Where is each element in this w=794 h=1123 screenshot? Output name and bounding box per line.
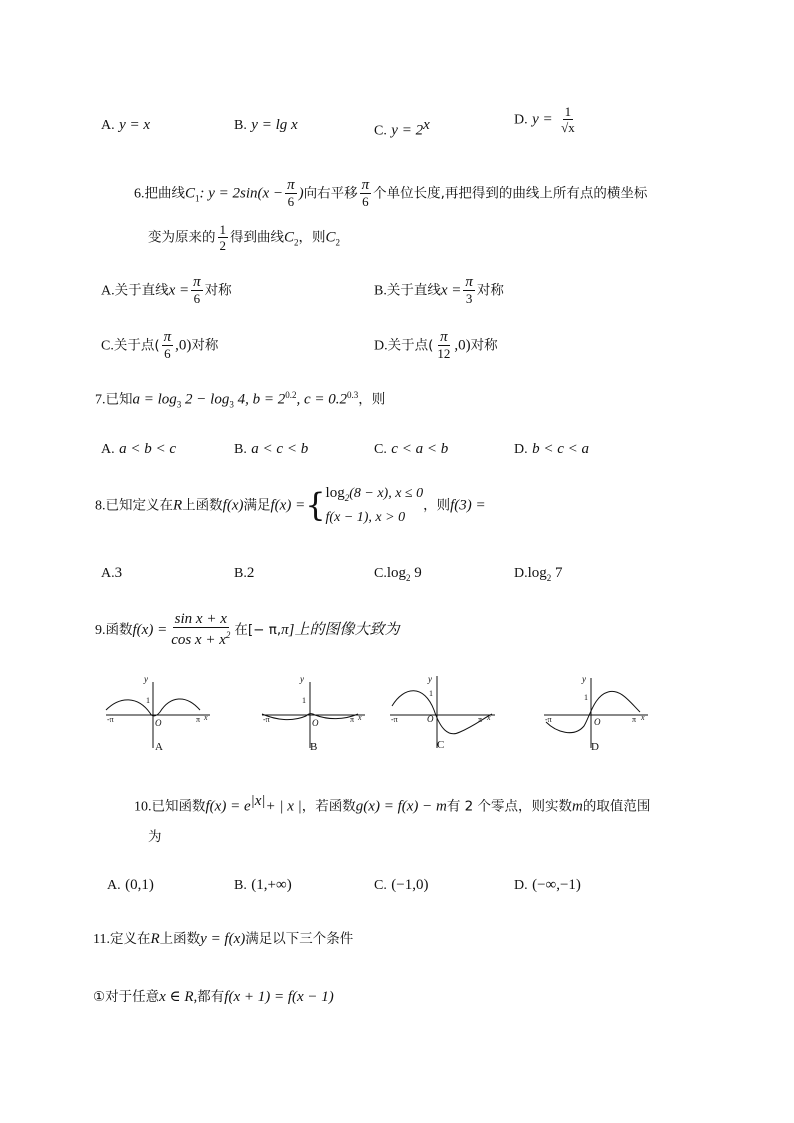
math-expr: 2 − log — [181, 391, 230, 408]
stem-text: 函数 — [105, 622, 133, 638]
option-fraction — [191, 275, 203, 306]
stem-text: 向右平移 — [303, 185, 358, 202]
stem-text: 已知定义在 — [105, 497, 173, 514]
condition-mark: ① — [93, 989, 106, 1005]
graph-c-curve — [392, 691, 492, 734]
stem-text: 已知函数 — [151, 798, 206, 815]
graph-label-o: O — [312, 718, 319, 728]
graph-c — [390, 674, 495, 751]
q8-stem — [95, 484, 486, 527]
option-expr: y = x — [119, 117, 151, 133]
math-c: C — [325, 229, 336, 246]
graph-label-y: y — [300, 674, 304, 684]
graph-b — [262, 674, 365, 753]
graph-label-negpi: -π — [391, 715, 398, 724]
q10-option-a — [107, 876, 154, 895]
stem-text: ，则 — [423, 497, 451, 514]
graph-label-negpi: -π — [263, 715, 270, 724]
option-expr: log — [527, 565, 547, 581]
math-sub: 2 — [344, 492, 350, 503]
q8-option-d — [514, 564, 563, 587]
piecewise-cases — [326, 484, 424, 527]
graph-caption: D — [591, 741, 599, 753]
question-number: 11. — [93, 932, 110, 947]
option-expr: x = — [168, 282, 190, 299]
math-expr: f(x) = — [270, 497, 306, 514]
stem-text: ，则 — [358, 391, 386, 408]
fraction-numerator: 1 — [564, 104, 572, 119]
question-number: 7. — [95, 392, 106, 408]
fraction-denominator: 12 — [437, 346, 451, 361]
math-sup: 2 — [225, 630, 231, 640]
fraction-numerator: π — [193, 274, 201, 290]
math-expr: x ∈ R, — [159, 989, 198, 1005]
option-label: D. — [514, 442, 528, 457]
graph-d — [544, 674, 648, 753]
math-sup: 0.3 — [347, 390, 359, 400]
graph-label-one: 1 — [302, 696, 306, 705]
q6-option-c — [101, 330, 218, 361]
q11-stem — [93, 930, 353, 949]
q10-stem-line2 — [148, 828, 162, 846]
question-number: 9. — [95, 623, 106, 638]
math-expr: + | x | — [265, 798, 302, 815]
option-label: D. — [374, 338, 388, 354]
fraction-numerator: π — [163, 329, 172, 345]
math-sub: 2 — [406, 572, 411, 583]
fraction-numerator: 1 — [219, 222, 226, 237]
math-sub: 3 — [229, 399, 234, 410]
math-expr: , c = 0.2 — [296, 391, 347, 408]
option-label: A. — [101, 283, 115, 299]
question-number: 8. — [95, 498, 106, 514]
fraction-denominator: √x — [561, 120, 575, 135]
graph-label-y: y — [428, 674, 432, 684]
option-label: B. — [234, 566, 247, 581]
fraction-denominator: 3 — [465, 291, 473, 306]
fraction-half — [218, 222, 229, 253]
option-expr: (−∞,−1) — [532, 877, 581, 893]
graph-label-x: x — [204, 713, 208, 722]
q10-stem-line1 — [134, 792, 650, 817]
math-sup: |x| — [250, 793, 266, 809]
q6-stem-line1 — [134, 178, 647, 209]
option-expr: log — [386, 565, 407, 581]
graph-label-negpi: -π — [545, 715, 552, 724]
q6-option-d — [374, 330, 498, 361]
stem-text: 定义在 — [109, 931, 151, 947]
graph-label-x: x — [487, 713, 491, 722]
math-expr: f(x) = — [132, 622, 168, 638]
option-expr: (1,+∞) — [251, 877, 292, 893]
fraction-numerator: π — [287, 177, 295, 193]
fraction-numerator: π — [440, 329, 448, 345]
math-sub: 2 — [546, 572, 552, 583]
option-text: 对称 — [476, 282, 504, 299]
q9-graphs — [0, 670, 794, 760]
q5-option-c — [374, 116, 430, 141]
option-label: B. — [234, 878, 247, 893]
option-expr: a < c < b — [251, 441, 309, 457]
graph-label-negpi: -π — [107, 715, 114, 724]
option-expr: 2 — [246, 565, 255, 581]
stem-text: 为 — [148, 829, 162, 845]
option-text: 关于直线 — [386, 282, 441, 299]
graph-label-o: O — [427, 714, 434, 724]
q9-stem — [95, 612, 400, 648]
math-expr: log — [325, 485, 345, 501]
option-label: B. — [234, 442, 247, 457]
option-label: A. — [101, 566, 115, 581]
stem-text: 已知 — [105, 391, 133, 408]
math-expr: : y = 2sin(x − — [199, 185, 284, 202]
math-sub: 3 — [176, 399, 182, 410]
option-fraction — [559, 104, 577, 135]
option-text: 关于直线 — [114, 282, 169, 299]
graph-label-one: 1 — [429, 689, 433, 698]
stem-text: 得到曲线 — [230, 229, 284, 246]
graph-label-one: 1 — [146, 696, 150, 705]
option-sup: x — [423, 117, 430, 133]
fraction-denominator: 6 — [164, 346, 171, 361]
fraction-denominator — [169, 628, 232, 648]
piecewise-case-2: f(x − 1), x > 0 — [325, 509, 406, 525]
math-expr: f(3) = — [450, 497, 486, 514]
math-expr: R — [150, 931, 160, 947]
q7-option-d — [514, 440, 589, 459]
math-expr: g(x) = f(x) − m — [355, 798, 447, 815]
option-expr: a < b < c — [119, 441, 176, 457]
option-label: C. — [374, 123, 387, 139]
option-expr: (0,1) — [125, 877, 154, 893]
q7-option-b — [234, 440, 308, 459]
option-label: C. — [374, 878, 387, 893]
graph-d-curve — [546, 691, 640, 732]
q7-option-a — [101, 440, 176, 459]
stem-text: 满足 — [243, 497, 271, 514]
function-fraction — [169, 612, 232, 648]
math-c: C — [284, 229, 295, 246]
q11-condition-1 — [93, 988, 334, 1006]
graph-label-pi: π — [350, 715, 355, 724]
option-expr: 9 — [410, 565, 422, 581]
math-expr: ) — [298, 185, 304, 202]
option-label: B. — [234, 118, 247, 133]
q5-option-a — [101, 116, 150, 135]
piecewise-brace: { — [305, 486, 326, 525]
fraction-denominator: 6 — [362, 194, 369, 209]
math-expr: (8 − x), x ≤ 0 — [349, 486, 424, 501]
fraction-pi-6 — [360, 178, 372, 209]
graph-label-pi: π — [632, 715, 637, 724]
q6-option-b — [374, 275, 504, 306]
q7-option-c — [374, 440, 448, 459]
fraction-numerator: π — [465, 274, 473, 290]
graph-label-x: x — [641, 713, 645, 722]
option-label: C. — [374, 442, 387, 457]
fraction-denominator: 6 — [193, 291, 201, 306]
graph-label-o: O — [155, 718, 162, 728]
fraction-numerator: π — [361, 177, 370, 193]
option-text: 关于点( — [113, 337, 160, 354]
option-expr: b < c < a — [532, 441, 589, 457]
stem-text: 变为原来的 — [148, 229, 216, 246]
option-expr: (−1,0) — [391, 877, 429, 893]
piecewise-case-1 — [326, 484, 424, 508]
graph-a — [106, 674, 210, 753]
q8-option-c — [374, 564, 422, 587]
option-label: D. — [514, 878, 528, 893]
math-expr: R — [173, 497, 183, 514]
stem-text: 满足以下三个条件 — [245, 931, 354, 947]
stem-text: 的取值范围 — [582, 798, 651, 815]
math-c: C — [185, 185, 196, 202]
fraction-numerator: sin x + x — [174, 611, 227, 627]
graph-label-pi: π — [478, 715, 483, 724]
option-label: A. — [101, 118, 115, 133]
option-label: D. — [514, 112, 528, 128]
option-label: B. — [374, 283, 387, 299]
stem-text: 对于任意 — [105, 989, 160, 1005]
stem-text: 把曲线 — [144, 185, 185, 202]
q10-option-b — [234, 876, 292, 895]
graph-label-one: 1 — [584, 693, 588, 702]
q8-option-b — [234, 564, 254, 583]
q7-stem — [95, 386, 385, 413]
graph-label-y: y — [144, 674, 148, 684]
math-expr: m — [572, 798, 583, 815]
option-expr: y = 2 — [391, 122, 424, 139]
option-expr: ,0) — [175, 337, 192, 354]
question-number: 6. — [134, 186, 145, 202]
option-expr: 7 — [551, 565, 563, 581]
math-expr: f(x) — [222, 497, 244, 514]
option-expr: c < a < b — [391, 441, 449, 457]
stem-text: 在[− π, — [234, 622, 282, 638]
math-sub: 2 — [335, 237, 341, 248]
math-expr: y = f(x) — [200, 931, 246, 947]
math-expr: f(x) = e — [205, 798, 251, 815]
q10-option-d — [514, 876, 581, 895]
option-text: 关于点( — [387, 337, 434, 354]
math-expr: f(x + 1) = f(x − 1) — [224, 989, 334, 1005]
q10-option-c — [374, 876, 429, 895]
option-expr: y = lg x — [251, 117, 298, 133]
math-sup: 0.2 — [285, 390, 297, 400]
fraction-denominator: 2 — [219, 238, 226, 253]
question-number: 10. — [134, 799, 152, 815]
option-label: D. — [514, 566, 528, 581]
option-fraction — [162, 330, 174, 361]
option-text: 对称 — [204, 282, 232, 299]
graph-caption: A — [155, 741, 163, 753]
option-label: C. — [101, 338, 114, 354]
stem-text: π]上的图像大致为 — [281, 622, 400, 638]
option-label: C. — [374, 566, 387, 581]
option-label: A. — [107, 878, 121, 893]
stem-text: ，若函数 — [301, 798, 356, 815]
graph-label-y: y — [582, 674, 586, 684]
graph-label-o: O — [594, 717, 601, 727]
graph-caption: B — [310, 741, 318, 753]
q6-option-a — [101, 275, 232, 306]
stem-text: 上函数 — [159, 931, 201, 947]
graph-label-x: x — [358, 713, 362, 722]
fraction-denominator: 6 — [287, 194, 295, 209]
q6-stem-line2 — [148, 222, 340, 253]
graph-label-pi: π — [196, 715, 201, 724]
option-fraction — [463, 275, 475, 306]
q5-option-d — [514, 104, 579, 135]
option-label: A. — [101, 442, 115, 457]
option-expr: x = — [440, 282, 462, 299]
q5-option-b — [234, 116, 298, 135]
graph-caption: C — [437, 739, 445, 751]
stem-text: ，则 — [298, 229, 326, 246]
stem-text: 个单位长度,再把得到的曲线上所有点的横坐标 — [373, 185, 648, 202]
math-sub: 1 — [195, 193, 200, 204]
math-expr: 4, b = 2 — [233, 391, 286, 408]
math-expr: cos x + x — [171, 632, 226, 648]
option-expr: y = — [532, 111, 553, 128]
stem-text: 上函数 — [182, 497, 223, 514]
option-fraction — [435, 330, 452, 361]
stem-text: 有 2 个零点，则实数 — [446, 798, 573, 815]
stem-text: 都有 — [197, 989, 225, 1005]
option-expr: 3 — [114, 565, 123, 581]
option-text: 对称 — [191, 337, 219, 354]
fraction-pi-6 — [285, 178, 297, 209]
math-sub: 2 — [294, 237, 299, 248]
option-expr: ,0) — [454, 337, 471, 354]
math-expr: a = log — [132, 391, 177, 408]
option-text: 对称 — [470, 337, 498, 354]
q8-option-a — [101, 564, 122, 583]
